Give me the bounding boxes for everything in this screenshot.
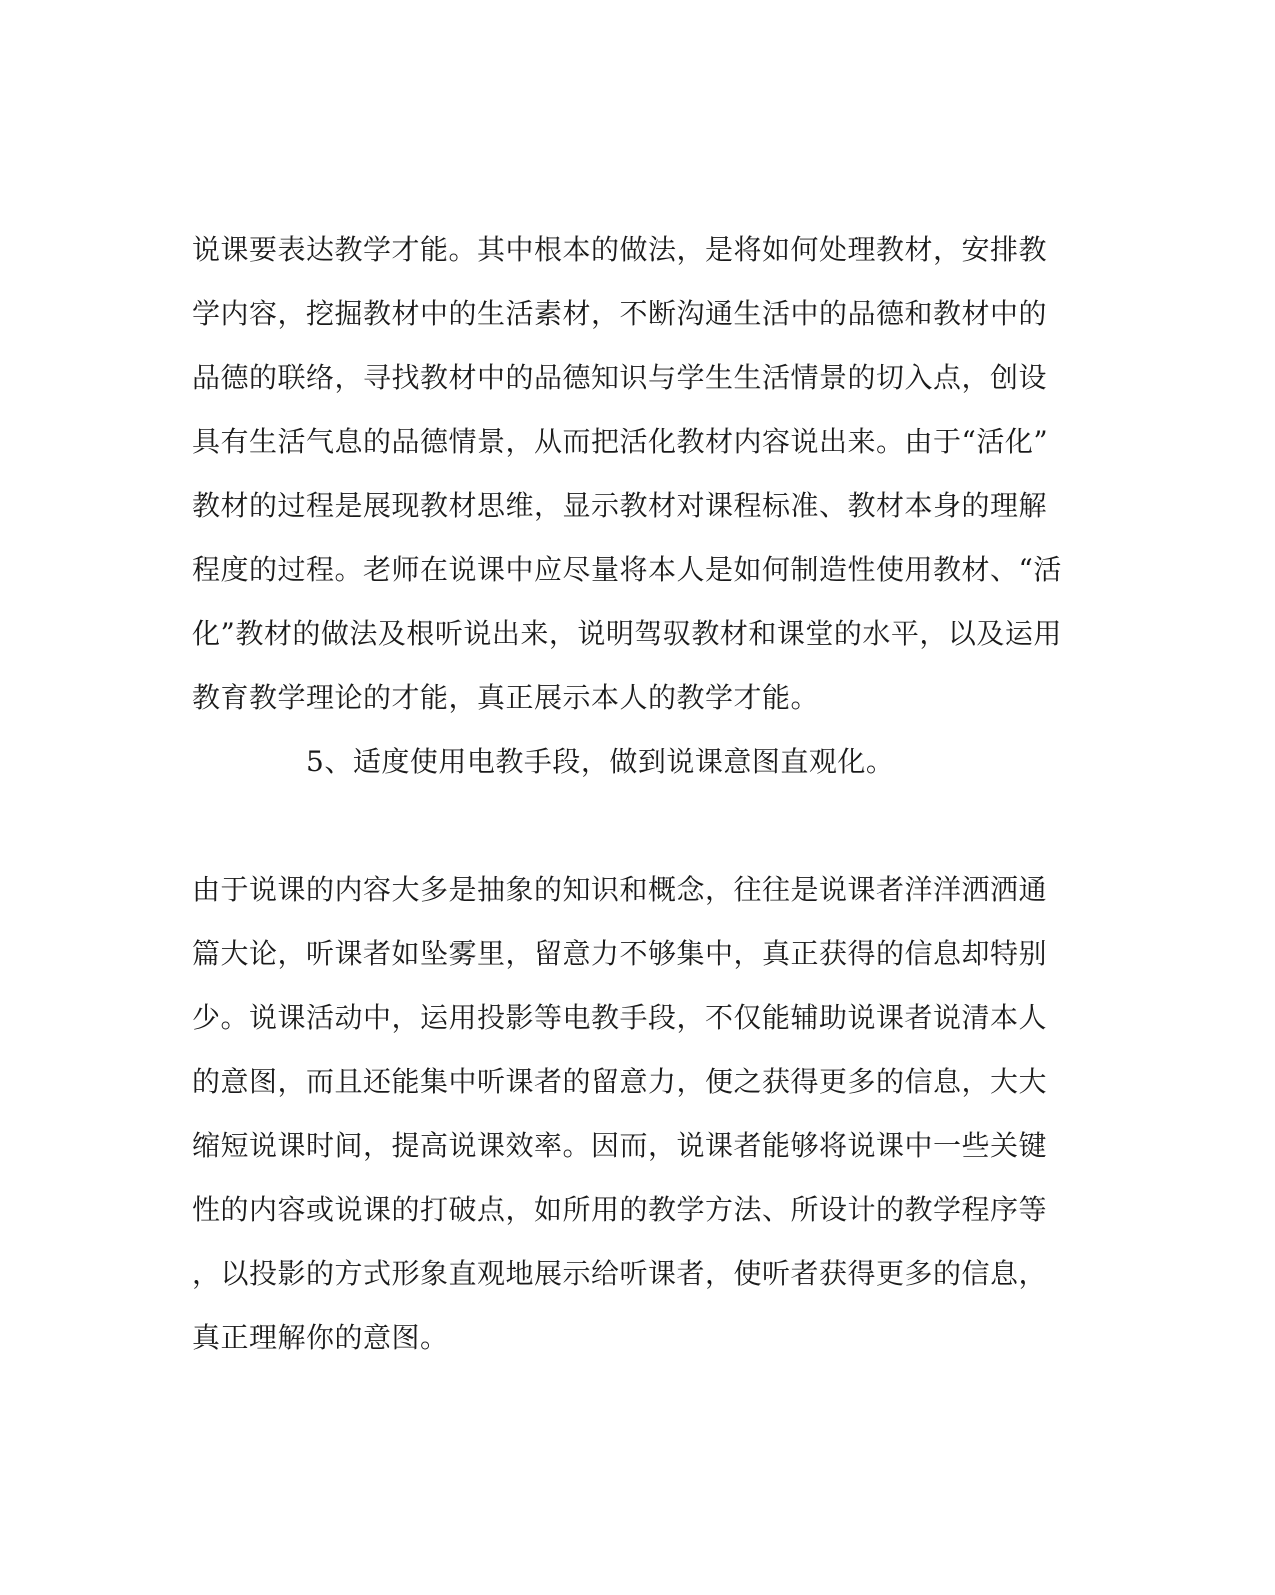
paragraph2-line-2: 篇大论，听课者如坠雾里，留意力不够集中，真正获得的信息却特别 [192, 937, 1048, 970]
paragraph2-line-1: 由于说课的内容大多是抽象的知识和概念，往往是说课者洋洋洒洒通 [192, 873, 1048, 906]
paragraph1-line-4: 具有生活气息的品德情景，从而把活化教材内容说出来。由于“活化” [192, 425, 1049, 458]
paragraph1-line-6: 程度的过程。老师在说课中应尽量将本人是如何制造性使用教材、“活 [192, 553, 1062, 586]
paragraph2-line-8: 真正理解你的意图。 [192, 1321, 449, 1354]
paragraph2-line-3: 少。说课活动中，运用投影等电教手段，不仅能辅助说课者说清本人 [192, 1001, 1048, 1034]
paragraph1-line-5: 教材的过程是展现教材思维，显示教材对课程标准、教材本身的理解 [192, 489, 1048, 522]
section-heading-5: 5、适度使用电教手段，做到说课意图直观化。 [306, 745, 895, 778]
paragraph1-line-1: 说课要表达教学才能。其中根本的做法，是将如何处理教材，安排教 [192, 233, 1048, 266]
paragraph1-line-2: 学内容，挖掘教材中的生活素材，不断沟通生活中的品德和教材中的 [192, 297, 1048, 330]
paragraph1-line-3: 品德的联络，寻找教材中的品德知识与学生生活情景的切入点，创设 [192, 361, 1048, 394]
paragraph2-line-5: 缩短说课时间，提高说课效率。因而，说课者能够将说课中一些关键 [192, 1129, 1048, 1162]
paragraph2-line-6: 性的内容或说课的打破点，如所用的教学方法、所设计的教学程序等 [192, 1193, 1048, 1226]
paragraph2-line-7: ，以投影的方式形象直观地展示给听课者，使听者获得更多的信息， [192, 1257, 1048, 1290]
paragraph2-line-4: 的意图，而且还能集中听课者的留意力，便之获得更多的信息，大大 [192, 1065, 1048, 1098]
paragraph1-line-8: 教育教学理论的才能，真正展示本人的教学才能。 [192, 681, 820, 714]
paragraph1-line-7: 化”教材的做法及根听说出来，说明驾驭教材和课堂的水平，以及运用 [192, 617, 1062, 650]
